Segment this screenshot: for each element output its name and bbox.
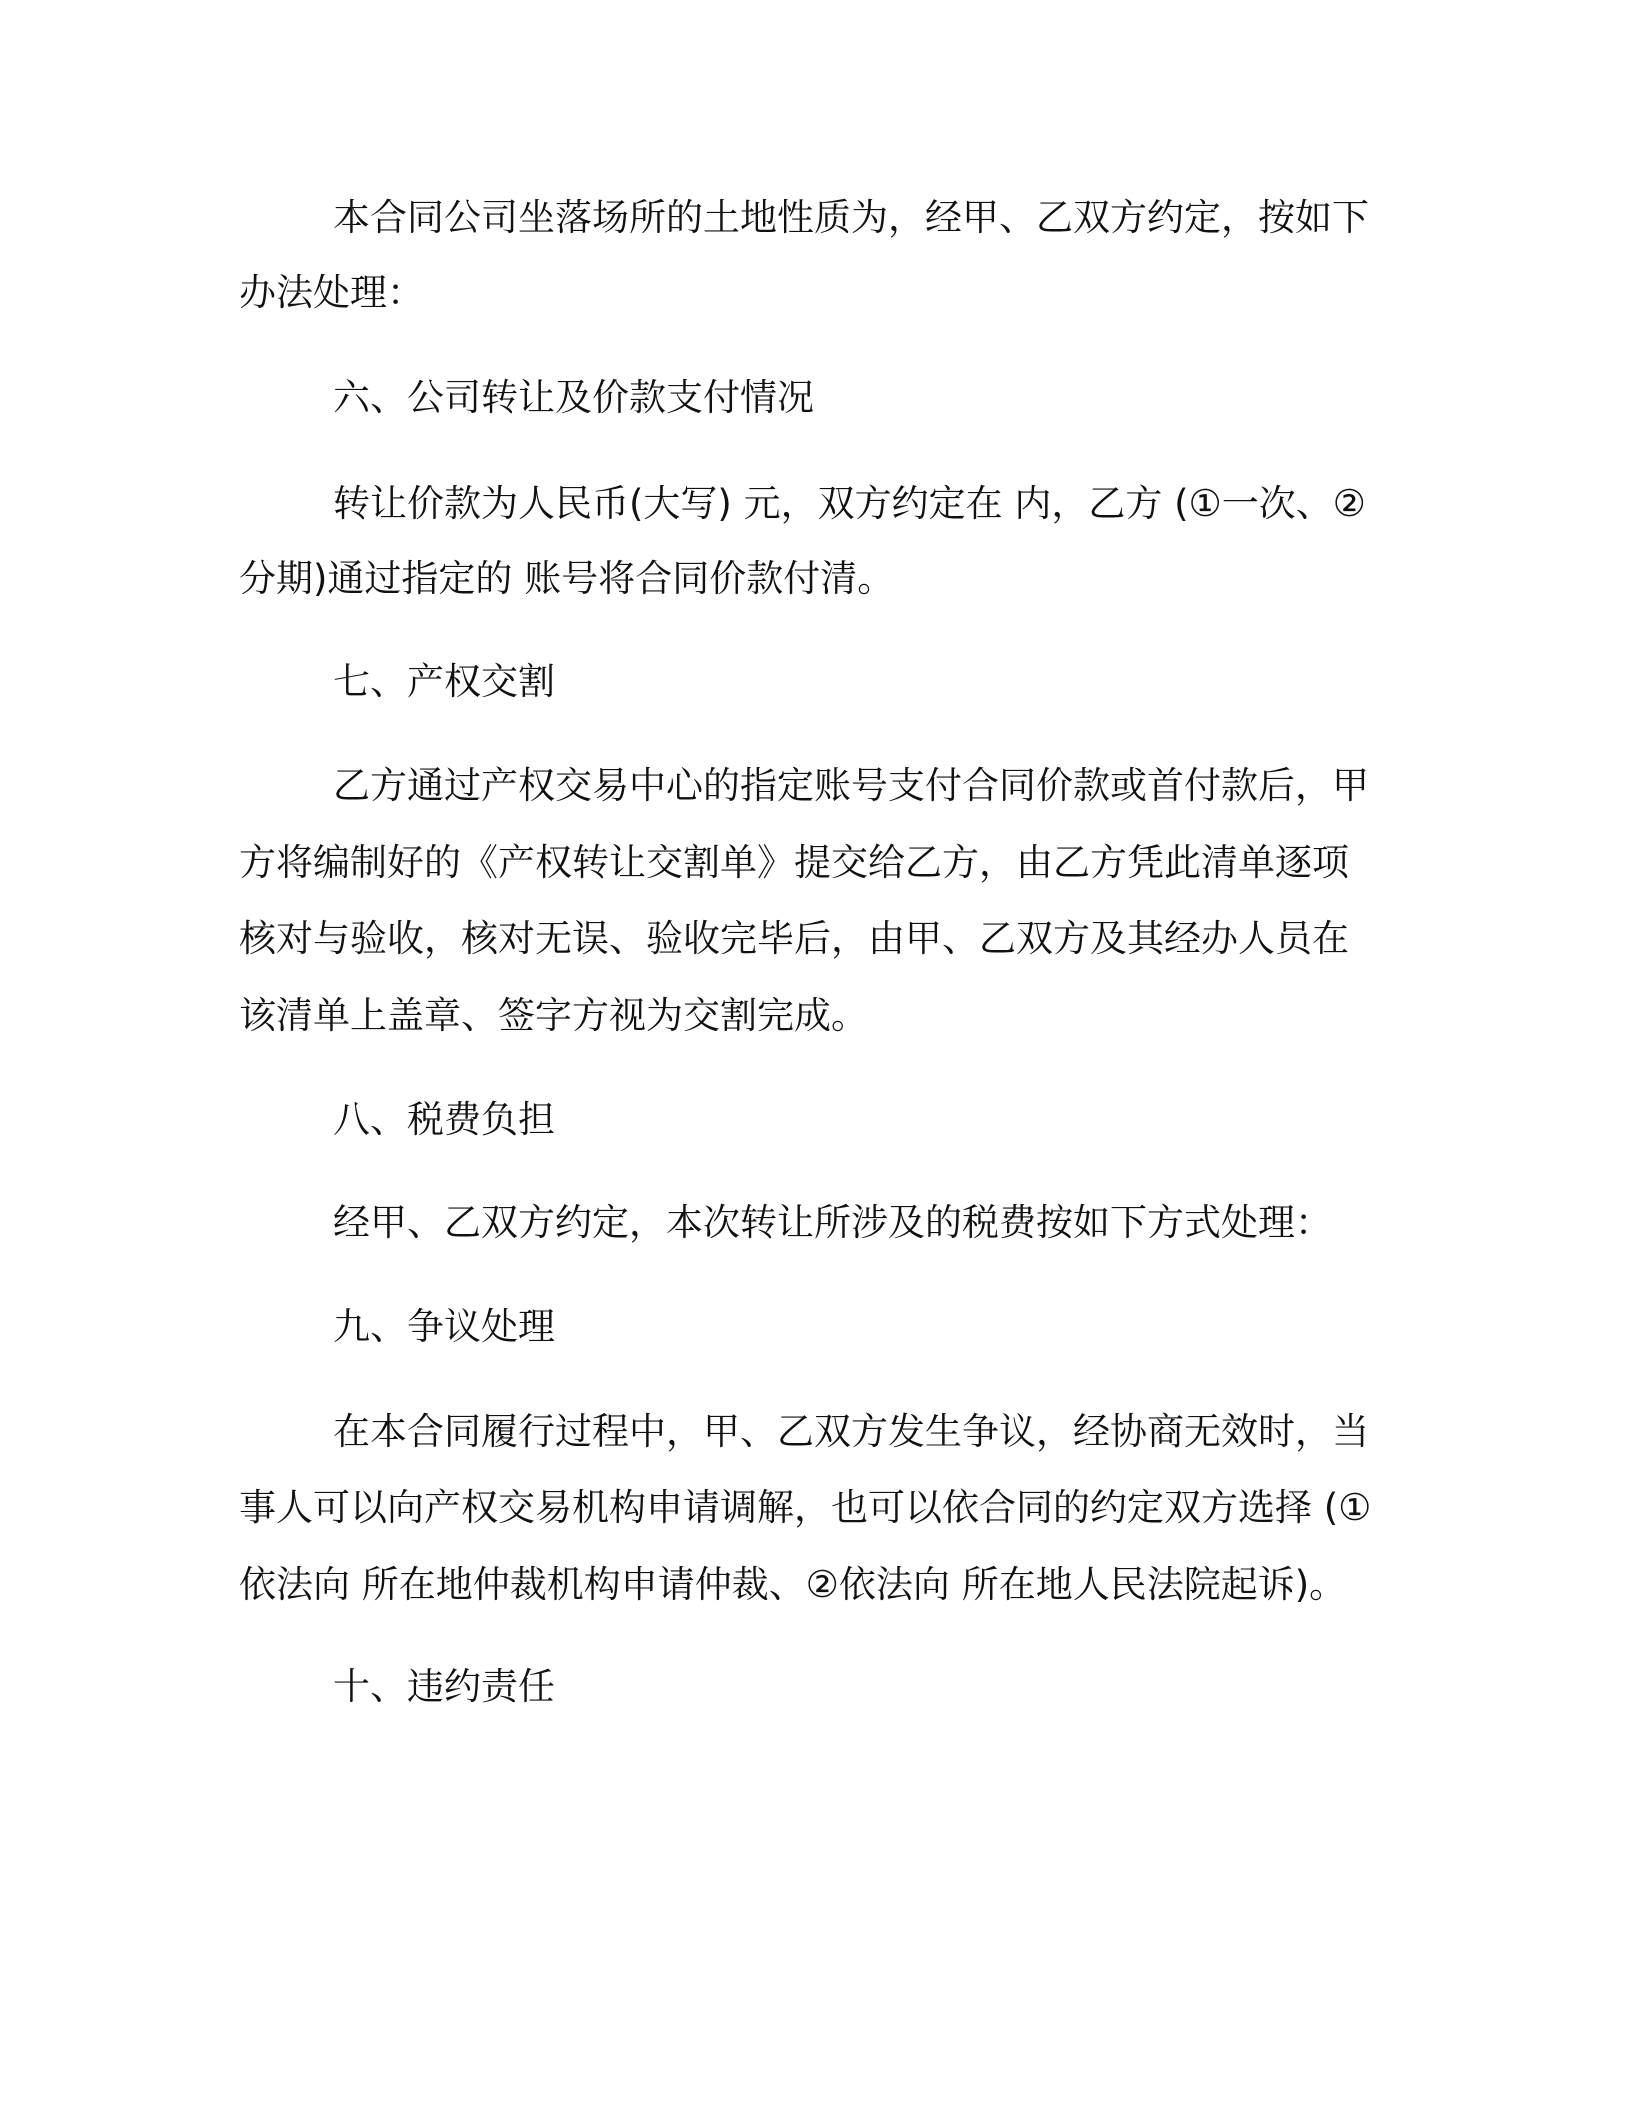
section-heading-9: 九、争议处理 [333, 1305, 555, 1348]
section-heading-8: 八、税费负担 [333, 1098, 555, 1141]
section-heading-6: 六、公司转让及价款支付情况 [333, 376, 814, 419]
paragraph-dispute-line-3: 依法向 所在地仲裁机构申请仲裁、②依法向 所在地人民法院起诉)。 [239, 1563, 1347, 1606]
paragraph-taxes-line-1: 经甲、乙双方约定，本次转让所涉及的税费按如下方式处理： [333, 1201, 1332, 1244]
paragraph-payment-line-1: 转让价款为人民币(大写) 元，双方约定在 内，乙方 (①一次、② [333, 482, 1366, 525]
paragraph-payment-line-2: 分期)通过指定的 账号将合同价款付清。 [239, 557, 895, 600]
paragraph-handover-line-4: 该清单上盖章、签字方视为交割完成。 [239, 994, 868, 1037]
paragraph-dispute-line-2: 事人可以向产权交易机构申请调解，也可以依合同的约定双方选择 (① [239, 1486, 1372, 1529]
paragraph-land-nature-line-2: 办法处理： [239, 271, 424, 314]
paragraph-handover-line-2: 方将编制好的《产权转让交割单》提交给乙方，由乙方凭此清单逐项 [239, 841, 1349, 884]
section-heading-7: 七、产权交割 [333, 660, 555, 703]
section-heading-10: 十、违约责任 [333, 1665, 555, 1708]
paragraph-dispute-line-1: 在本合同履行过程中，甲、乙双方发生争议，经协商无效时，当 [333, 1410, 1369, 1453]
paragraph-handover-line-3: 核对与验收，核对无误、验收完毕后，由甲、乙双方及其经办人员在 [239, 917, 1349, 960]
paragraph-handover-line-1: 乙方通过产权交易中心的指定账号支付合同价款或首付款后，甲 [333, 764, 1369, 807]
paragraph-land-nature-line-1: 本合同公司坐落场所的土地性质为，经甲、乙双方约定，按如下 [333, 196, 1369, 239]
